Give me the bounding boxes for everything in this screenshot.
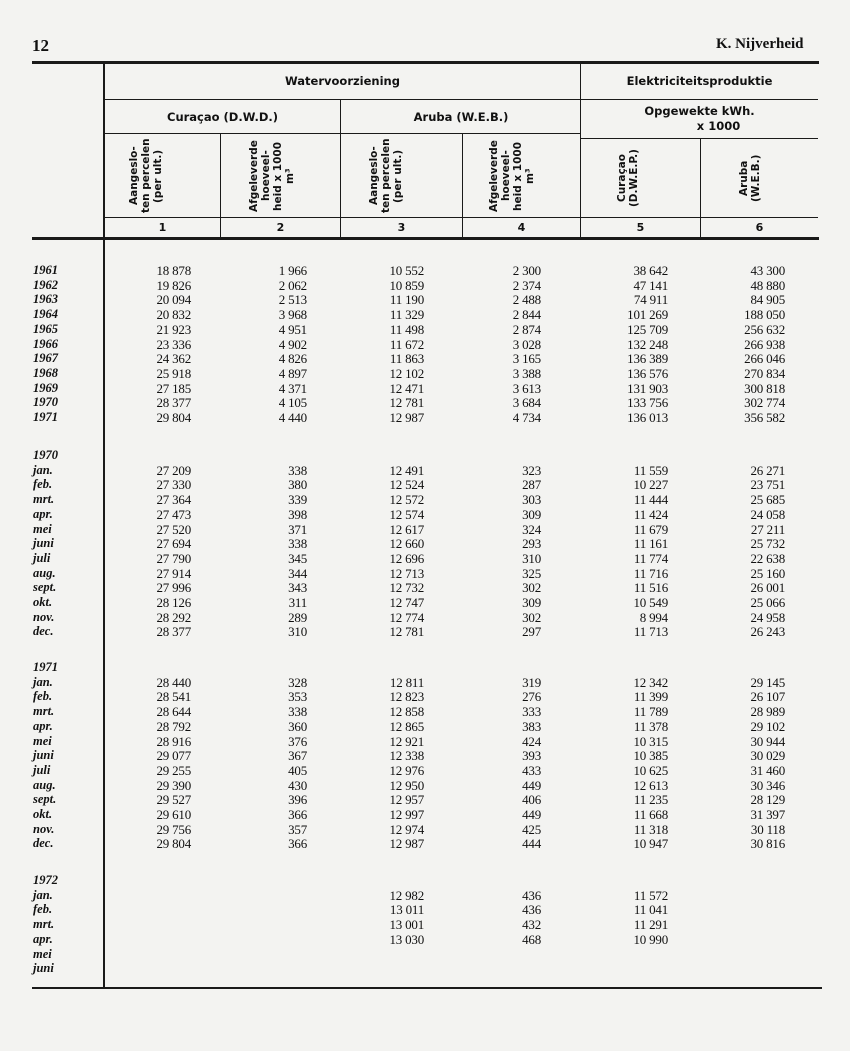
cell-col-1: 27 364 bbox=[156, 492, 191, 508]
cell-col-5: 136 389 bbox=[627, 351, 668, 367]
cell-col-4: 309 bbox=[522, 595, 541, 610]
row-label: 1967 bbox=[33, 351, 58, 366]
cell-col-2: 4 902 bbox=[278, 336, 307, 352]
cell-col-6: 356 582 bbox=[744, 410, 785, 425]
cell-col-6: 25 066 bbox=[750, 595, 785, 610]
cell-col-2: 353 bbox=[288, 689, 307, 705]
cell-col-3: 12 617 bbox=[389, 521, 424, 537]
cell-col-1: 28 126 bbox=[156, 595, 191, 610]
cell-col-5: 11 444 bbox=[633, 492, 668, 508]
cell-col-1: 18 878 bbox=[156, 263, 191, 278]
column-number-5: 5 bbox=[636, 221, 645, 234]
cell-col-2: 338 bbox=[288, 536, 307, 552]
cell-col-5: 11 559 bbox=[633, 462, 668, 478]
row-label: juni bbox=[33, 748, 54, 763]
cell-col-6: 300 818 bbox=[744, 380, 785, 396]
cell-col-4: 2 488 bbox=[512, 292, 541, 308]
cell-col-5: 11 716 bbox=[633, 565, 668, 581]
cell-col-5: 10 990 bbox=[633, 931, 668, 947]
cell-col-5: 11 774 bbox=[633, 550, 668, 566]
cell-col-6: 30 346 bbox=[750, 777, 785, 793]
cell-col-3: 12 823 bbox=[389, 689, 424, 705]
cell-col-3: 12 102 bbox=[389, 365, 424, 381]
cell-col-3: 12 781 bbox=[389, 624, 424, 640]
cell-col-4: 2 874 bbox=[512, 321, 541, 337]
cell-col-1: 28 377 bbox=[156, 624, 191, 640]
sub-curacao: Curaçao (D.W.D.) bbox=[167, 110, 278, 124]
cell-col-5: 136 576 bbox=[627, 365, 668, 381]
cell-col-5: 11 679 bbox=[633, 521, 668, 537]
cell-col-4: 310 bbox=[522, 550, 541, 566]
cell-col-6: 30 944 bbox=[750, 733, 785, 749]
cell-col-4: 293 bbox=[522, 536, 541, 552]
cell-col-1: 21 923 bbox=[156, 321, 191, 337]
section-title: K. Nijverheid bbox=[716, 36, 804, 52]
row-label: apr. bbox=[33, 506, 53, 521]
group-water: Watervoorziening bbox=[285, 74, 400, 88]
cell-col-4: 436 bbox=[522, 902, 541, 918]
cell-col-1: 28 792 bbox=[156, 718, 191, 734]
cell-col-4: 276 bbox=[522, 689, 541, 705]
cell-col-4: 2 300 bbox=[512, 263, 541, 278]
cell-col-4: 3 684 bbox=[512, 395, 541, 411]
cell-col-3: 13 011 bbox=[389, 902, 424, 918]
cell-col-1: 27 473 bbox=[156, 506, 191, 522]
cell-col-4: 302 bbox=[522, 580, 541, 596]
cell-col-1: 27 694 bbox=[156, 536, 191, 552]
cell-col-1: 27 330 bbox=[156, 477, 191, 493]
cell-col-3: 12 858 bbox=[389, 704, 424, 720]
cell-col-1: 28 440 bbox=[156, 674, 191, 690]
cell-col-1: 29 390 bbox=[156, 777, 191, 793]
row-label: aug. bbox=[33, 777, 56, 792]
cell-col-6: 25 732 bbox=[750, 536, 785, 552]
cell-col-4: 4 734 bbox=[512, 410, 541, 425]
row-label: dec. bbox=[33, 624, 54, 639]
cell-col-5: 12 342 bbox=[633, 674, 668, 690]
cell-col-3: 13 001 bbox=[389, 917, 424, 933]
row-label: mrt. bbox=[33, 492, 55, 507]
cell-col-3: 12 950 bbox=[389, 777, 424, 793]
column-number-3: 3 bbox=[397, 221, 406, 234]
cell-col-5: 11 572 bbox=[633, 887, 668, 903]
cell-col-2: 366 bbox=[288, 807, 307, 822]
cell-col-4: 309 bbox=[522, 506, 541, 522]
cell-col-6: 28 989 bbox=[750, 704, 785, 720]
cell-col-6: 266 938 bbox=[744, 336, 785, 352]
row-label: jan. bbox=[33, 887, 53, 902]
row-label: juni bbox=[33, 961, 54, 976]
cell-col-2: 339 bbox=[288, 492, 307, 508]
row-label: juni bbox=[33, 536, 54, 551]
cell-col-2: 4 105 bbox=[278, 395, 307, 411]
cell-col-3: 11 190 bbox=[389, 292, 424, 308]
cell-col-3: 12 471 bbox=[389, 380, 424, 396]
cell-col-6: 256 632 bbox=[744, 321, 785, 337]
cell-col-3: 10 552 bbox=[389, 263, 424, 278]
cell-col-4: 383 bbox=[522, 718, 541, 734]
cell-col-6: 43 300 bbox=[750, 263, 785, 278]
cell-col-5: 11 399 bbox=[633, 689, 668, 705]
cell-col-4: 2 374 bbox=[512, 277, 541, 293]
row-label: mrt. bbox=[33, 917, 55, 932]
cell-col-5: 133 756 bbox=[627, 395, 668, 411]
section-heading: 1972 bbox=[33, 873, 58, 887]
cell-col-2: 3 968 bbox=[278, 307, 307, 323]
cell-col-3: 10 859 bbox=[389, 277, 424, 293]
cell-col-2: 328 bbox=[288, 674, 307, 690]
cell-col-2: 366 bbox=[288, 836, 307, 852]
cell-col-6: 29 145 bbox=[750, 674, 785, 690]
cell-col-5: 101 269 bbox=[627, 307, 668, 323]
cell-col-5: 132 248 bbox=[627, 336, 668, 352]
cell-col-2: 4 951 bbox=[278, 321, 307, 337]
column-header-5: Curaçao (D.W.E.P.) bbox=[616, 149, 640, 207]
cell-col-2: 371 bbox=[288, 521, 307, 537]
cell-col-3: 12 957 bbox=[389, 792, 424, 808]
cell-col-6: 24 958 bbox=[750, 609, 785, 625]
cell-col-6: 24 058 bbox=[750, 506, 785, 522]
cell-col-5: 11 516 bbox=[633, 580, 668, 596]
cell-col-2: 4 826 bbox=[278, 351, 307, 367]
cell-col-6: 48 880 bbox=[750, 277, 785, 293]
cell-col-4: 287 bbox=[522, 477, 541, 493]
cell-col-3: 12 572 bbox=[389, 492, 424, 508]
cell-col-3: 12 524 bbox=[389, 477, 424, 493]
cell-col-3: 12 747 bbox=[389, 595, 424, 610]
cell-col-1: 19 826 bbox=[156, 277, 191, 293]
cell-col-5: 11 378 bbox=[633, 718, 668, 734]
cell-col-5: 11 318 bbox=[633, 821, 668, 837]
cell-col-2: 405 bbox=[288, 762, 307, 778]
cell-col-2: 1 966 bbox=[278, 263, 307, 278]
cell-col-3: 12 865 bbox=[389, 718, 424, 734]
cell-col-4: 297 bbox=[522, 624, 541, 640]
cell-col-3: 12 987 bbox=[389, 410, 424, 425]
cell-col-1: 23 336 bbox=[156, 336, 191, 352]
group-electricity: Elektriciteitsproduktie bbox=[626, 74, 773, 88]
cell-col-4: 436 bbox=[522, 887, 541, 903]
cell-col-5: 11 424 bbox=[633, 506, 668, 522]
cell-col-4: 468 bbox=[522, 931, 541, 947]
cell-col-2: 310 bbox=[288, 624, 307, 640]
row-label: dec. bbox=[33, 836, 54, 851]
cell-col-1: 29 527 bbox=[156, 792, 191, 808]
cell-col-2: 344 bbox=[288, 565, 307, 581]
cell-col-6: 188 050 bbox=[744, 307, 785, 323]
col-divider bbox=[580, 62, 581, 238]
cell-col-6: 31 397 bbox=[750, 807, 785, 822]
cell-col-6: 27 211 bbox=[750, 521, 785, 537]
rule bbox=[103, 217, 818, 218]
cell-col-5: 10 227 bbox=[633, 477, 668, 493]
cell-col-3: 11 329 bbox=[389, 307, 424, 323]
top-rule bbox=[32, 61, 819, 64]
cell-col-5: 10 947 bbox=[633, 836, 668, 852]
cell-col-1: 29 804 bbox=[156, 410, 191, 425]
section-heading: 1970 bbox=[33, 448, 58, 462]
cell-col-6: 31 460 bbox=[750, 762, 785, 778]
cell-col-1: 28 541 bbox=[156, 689, 191, 705]
cell-col-2: 4 440 bbox=[278, 410, 307, 425]
column-header-4: Afgeleverde hoeveel- heid x 1000 m³ bbox=[488, 140, 536, 212]
sub-aruba: Aruba (W.E.B.) bbox=[413, 110, 509, 124]
cell-col-3: 12 987 bbox=[389, 836, 424, 852]
cell-col-3: 11 498 bbox=[389, 321, 424, 337]
cell-col-3: 11 863 bbox=[389, 351, 424, 367]
cell-col-5: 11 041 bbox=[633, 902, 668, 918]
cell-col-2: 376 bbox=[288, 733, 307, 749]
cell-col-6: 30 118 bbox=[750, 821, 785, 837]
cell-col-1: 27 996 bbox=[156, 580, 191, 596]
cell-col-4: 2 844 bbox=[512, 307, 541, 323]
row-label: 1969 bbox=[33, 380, 58, 395]
cell-col-1: 27 790 bbox=[156, 550, 191, 566]
row-label: juli bbox=[33, 762, 51, 777]
cell-col-1: 27 209 bbox=[156, 462, 191, 478]
row-label: apr. bbox=[33, 718, 53, 733]
cell-col-4: 393 bbox=[522, 748, 541, 764]
row-label: okt. bbox=[33, 595, 53, 609]
cell-col-6: 29 102 bbox=[750, 718, 785, 734]
cell-col-5: 10 385 bbox=[633, 748, 668, 764]
cell-col-1: 20 094 bbox=[156, 292, 191, 308]
cell-col-3: 12 781 bbox=[389, 395, 424, 411]
cell-col-4: 3 613 bbox=[512, 380, 541, 396]
cell-col-6: 26 107 bbox=[750, 689, 785, 705]
cell-col-3: 13 030 bbox=[389, 931, 424, 947]
row-label: feb. bbox=[33, 477, 53, 492]
row-label: 1964 bbox=[33, 307, 58, 322]
cell-col-5: 47 141 bbox=[633, 277, 668, 293]
cell-col-3: 12 982 bbox=[389, 887, 424, 903]
cell-col-3: 12 713 bbox=[389, 565, 424, 581]
row-label: 1966 bbox=[33, 336, 58, 351]
cell-col-4: 424 bbox=[522, 733, 541, 749]
cell-col-6: 302 774 bbox=[744, 395, 785, 411]
column-header-2: Afgeleverde hoeveel- heid x 1000 m³ bbox=[248, 140, 296, 212]
cell-col-2: 396 bbox=[288, 792, 307, 808]
cell-col-4: 323 bbox=[522, 462, 541, 478]
cell-col-3: 11 672 bbox=[389, 336, 424, 352]
row-label: 1971 bbox=[33, 410, 58, 424]
cell-col-2: 398 bbox=[288, 506, 307, 522]
cell-col-1: 29 077 bbox=[156, 748, 191, 764]
cell-col-5: 11 789 bbox=[633, 704, 668, 720]
cell-col-4: 433 bbox=[522, 762, 541, 778]
cell-col-2: 357 bbox=[288, 821, 307, 837]
cell-col-1: 29 756 bbox=[156, 821, 191, 837]
cell-col-1: 27 185 bbox=[156, 380, 191, 396]
cell-col-5: 38 642 bbox=[633, 263, 668, 278]
cell-col-5: 12 613 bbox=[633, 777, 668, 793]
cell-col-6: 30 816 bbox=[750, 836, 785, 852]
cell-col-5: 11 235 bbox=[633, 792, 668, 808]
cell-col-2: 367 bbox=[288, 748, 307, 764]
cell-col-5: 10 315 bbox=[633, 733, 668, 749]
cell-col-3: 12 997 bbox=[389, 807, 424, 822]
column-number-1: 1 bbox=[158, 221, 167, 234]
row-label: mrt. bbox=[33, 704, 55, 719]
cell-col-5: 8 994 bbox=[639, 609, 668, 625]
cell-col-4: 319 bbox=[522, 674, 541, 690]
cell-col-3: 12 574 bbox=[389, 506, 424, 522]
cell-col-2: 4 897 bbox=[278, 365, 307, 381]
row-label: nov. bbox=[33, 609, 55, 624]
cell-col-4: 3 388 bbox=[512, 365, 541, 381]
cell-col-1: 29 610 bbox=[156, 807, 191, 822]
cell-col-3: 12 921 bbox=[389, 733, 424, 749]
row-label: aug. bbox=[33, 565, 56, 580]
row-label: 1961 bbox=[33, 263, 58, 277]
cell-col-6: 270 834 bbox=[744, 365, 785, 381]
cell-col-3: 12 732 bbox=[389, 580, 424, 596]
cell-col-2: 338 bbox=[288, 462, 307, 478]
row-label: feb. bbox=[33, 902, 53, 917]
cell-col-5: 11 668 bbox=[633, 807, 668, 822]
cell-col-6: 23 751 bbox=[750, 477, 785, 493]
cell-col-4: 3 165 bbox=[512, 351, 541, 367]
cell-col-1: 28 377 bbox=[156, 395, 191, 411]
row-label: okt. bbox=[33, 807, 53, 821]
sub-electricity: Opgewekte kWh. bbox=[644, 104, 755, 118]
cell-col-1: 27 520 bbox=[156, 521, 191, 537]
cell-col-6: 25 685 bbox=[750, 492, 785, 508]
cell-col-4: 425 bbox=[522, 821, 541, 837]
row-label: apr. bbox=[33, 931, 53, 946]
cell-col-3: 12 976 bbox=[389, 762, 424, 778]
bottom-rule bbox=[32, 987, 822, 989]
cell-col-3: 12 696 bbox=[389, 550, 424, 566]
cell-col-1: 28 644 bbox=[156, 704, 191, 720]
cell-col-3: 12 660 bbox=[389, 536, 424, 552]
cell-col-3: 12 774 bbox=[389, 609, 424, 625]
cell-col-4: 444 bbox=[522, 836, 541, 852]
cell-col-4: 449 bbox=[522, 777, 541, 793]
column-number-4: 4 bbox=[517, 221, 526, 234]
cell-col-1: 29 804 bbox=[156, 836, 191, 852]
cell-col-6: 84 905 bbox=[750, 292, 785, 308]
page-number: 12 bbox=[32, 36, 49, 55]
cell-col-1: 29 255 bbox=[156, 762, 191, 778]
row-label: mei bbox=[33, 521, 52, 536]
cell-col-4: 325 bbox=[522, 565, 541, 581]
column-number-6: 6 bbox=[755, 221, 764, 234]
row-label: 1970 bbox=[33, 395, 58, 410]
cell-col-3: 12 811 bbox=[389, 674, 424, 690]
cell-col-6: 25 160 bbox=[750, 565, 785, 581]
sub-electricity-unit: x 1000 bbox=[696, 119, 741, 133]
cell-col-4: 333 bbox=[522, 704, 541, 720]
column-header-3: Aangeslo- ten percelen (per ult.) bbox=[368, 138, 404, 214]
cell-col-3: 12 974 bbox=[389, 821, 424, 837]
cell-col-2: 2 513 bbox=[278, 292, 307, 308]
cell-col-5: 11 161 bbox=[633, 536, 668, 552]
cell-col-4: 432 bbox=[522, 917, 541, 933]
cell-col-5: 125 709 bbox=[627, 321, 668, 337]
row-label: sept. bbox=[33, 580, 57, 595]
cell-col-1: 25 918 bbox=[156, 365, 191, 381]
row-label: nov. bbox=[33, 821, 55, 836]
cell-col-2: 311 bbox=[288, 595, 307, 610]
cell-col-2: 360 bbox=[288, 718, 307, 734]
cell-col-1: 24 362 bbox=[156, 351, 191, 367]
cell-col-5: 11 291 bbox=[633, 917, 668, 933]
cell-col-6: 30 029 bbox=[750, 748, 785, 764]
row-label: mei bbox=[33, 733, 52, 748]
rule bbox=[103, 133, 581, 134]
cell-col-2: 338 bbox=[288, 704, 307, 720]
cell-col-6: 28 129 bbox=[750, 792, 785, 808]
cell-col-4: 302 bbox=[522, 609, 541, 625]
cell-col-1: 28 292 bbox=[156, 609, 191, 625]
cell-col-1: 20 832 bbox=[156, 307, 191, 323]
cell-col-1: 27 914 bbox=[156, 565, 191, 581]
row-label: 1968 bbox=[33, 365, 58, 380]
cell-col-3: 12 491 bbox=[389, 462, 424, 478]
row-label: juli bbox=[33, 550, 51, 565]
cell-col-6: 26 271 bbox=[750, 462, 785, 478]
row-label: 1963 bbox=[33, 292, 58, 307]
cell-col-6: 26 243 bbox=[750, 624, 785, 640]
section-heading: 1971 bbox=[33, 660, 58, 674]
cell-col-4: 406 bbox=[522, 792, 541, 808]
cell-col-5: 131 903 bbox=[627, 380, 668, 396]
cell-col-1: 28 916 bbox=[156, 733, 191, 749]
row-label: jan. bbox=[33, 462, 53, 477]
row-label: 1962 bbox=[33, 277, 58, 292]
cell-col-2: 345 bbox=[288, 550, 307, 566]
cell-col-5: 10 625 bbox=[633, 762, 668, 778]
column-number-2: 2 bbox=[276, 221, 285, 234]
cell-col-6: 22 638 bbox=[750, 550, 785, 566]
cell-col-5: 136 013 bbox=[627, 410, 668, 425]
column-header-6: Aruba (W.E.B.) bbox=[738, 154, 762, 202]
cell-col-2: 289 bbox=[288, 609, 307, 625]
cell-col-2: 4 371 bbox=[278, 380, 307, 396]
cell-col-4: 3 028 bbox=[512, 336, 541, 352]
row-label: jan. bbox=[33, 674, 53, 689]
cell-col-2: 380 bbox=[288, 477, 307, 493]
row-label: sept. bbox=[33, 792, 57, 807]
cell-col-6: 26 001 bbox=[750, 580, 785, 596]
cell-col-2: 343 bbox=[288, 580, 307, 596]
column-header-1: Aangeslo- ten percelen (per ult.) bbox=[128, 138, 164, 214]
cell-col-4: 324 bbox=[522, 521, 541, 537]
cell-col-5: 11 713 bbox=[633, 624, 668, 640]
cell-col-4: 449 bbox=[522, 807, 541, 822]
cell-col-2: 430 bbox=[288, 777, 307, 793]
rule bbox=[103, 99, 818, 100]
cell-col-6: 266 046 bbox=[744, 351, 785, 367]
cell-col-4: 303 bbox=[522, 492, 541, 508]
row-label: feb. bbox=[33, 689, 53, 704]
cell-col-5: 74 911 bbox=[633, 292, 668, 308]
row-label: mei bbox=[33, 946, 52, 961]
cell-col-3: 12 338 bbox=[389, 748, 424, 764]
cell-col-5: 10 549 bbox=[633, 595, 668, 610]
cell-col-2: 2 062 bbox=[278, 277, 307, 293]
row-label: 1965 bbox=[33, 321, 58, 336]
